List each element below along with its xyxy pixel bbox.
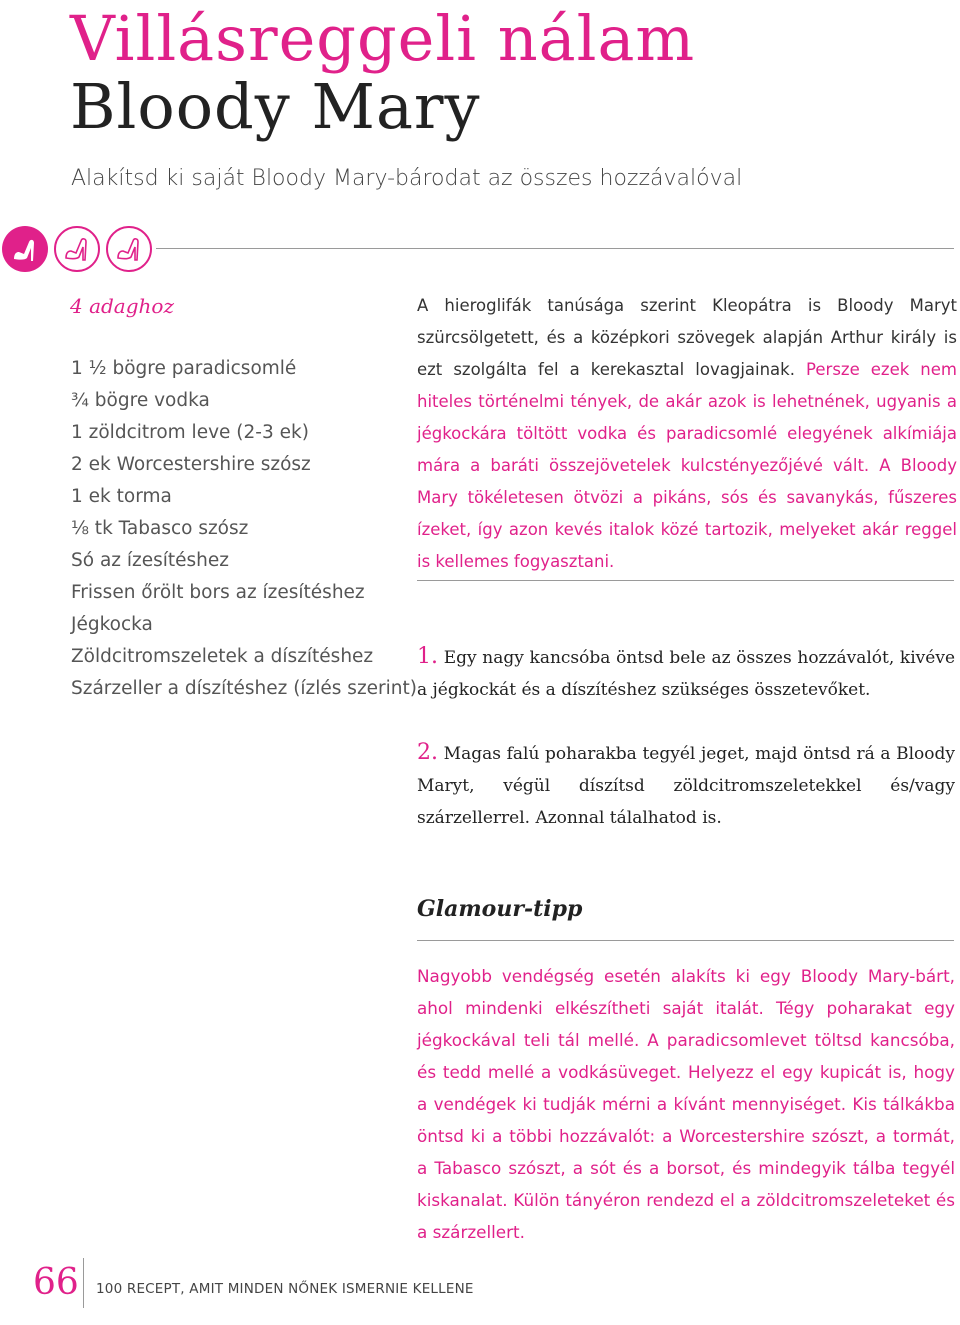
step-number: 1.	[417, 644, 438, 669]
tip-paragraph: Nagyobb vendégség esetén alakíts ki egy Bloody Mary-bárt, ahol mindenki elkészítheti saját italát. Tégy poharakat egy jégkockával teli tál mellé. A paradicsomlevet töltsd kancsóba, és tedd mellé a vodkásüveget. Helyezz el egy kupicát is, hogy a vendégek ki tudják mérni a kívánt mennyiséget. Kis tálkákba öntsd ki a többi hozzávalót: a Worcestershire szószt, a tormát, a Tabasco szószt, a sót és a borsot, és mindegyik tálba tegyél kiskanalat. Külön tányéron rendezd el a zöldcitromszeleteket és a szárzellert.	[417, 966, 955, 1242]
intro-paragraph	[417, 290, 957, 578]
intro-text: A hieroglifák tanúsága szerint Kleopátra is Bloody Maryt szürcsölgetett, és a középkori szövegek alapján Arthur király is ezt szolgálta fel a kerekasztal lovagjainak.	[417, 296, 957, 379]
recipe-subtitle: Alakítsd ki saját Bloody Mary-bárodat az összes hozzávalóval	[71, 166, 743, 191]
ingredient-item: Jégkocka	[71, 614, 153, 635]
ingredient-item: ¾ bögre vodka	[71, 390, 210, 411]
ingredient-item: 2 ek Worcestershire szósz	[71, 454, 311, 475]
step-2	[417, 737, 955, 834]
high-heel-shoe-icon	[106, 226, 152, 272]
intro-text-highlight: Persze ezek nem hiteles történelmi tények, de akár azok is lehetnének, ugyanis a jégkockára töltött vodka és paradicsomlé elegyének alkímiája mára a baráti összejövetelek kulcstényezőjévé vált. A Bloody Mary tökéletesen ötvözi a pikáns, sós és savanykás, fűszeres ízeket, így azon kevés italok közé tartozik, melyeket akár reggel is kellemes fogyasztani.	[417, 360, 957, 571]
high-heel-shoe-icon	[54, 226, 100, 272]
ingredient-item: Zöldcitromszeletek a díszítéshez	[71, 646, 374, 667]
step-1	[417, 641, 955, 706]
divider	[417, 580, 954, 581]
tip-heading: Glamour-tipp	[417, 896, 583, 922]
recipe-title: Bloody Mary	[70, 70, 481, 143]
high-heel-shoe-icon	[2, 226, 48, 272]
ingredient-item: 1 zöldcitrom leve (2-3 ek)	[71, 422, 309, 443]
step-text: Egy nagy kancsóba öntsd bele az összes hozzávalót, kivéve a jégkockát és a díszítéshez szükséges összetevőket.	[417, 648, 955, 700]
ingredient-item: Frissen őrölt bors az ízesítéshez	[71, 582, 365, 603]
footer-divider	[83, 1258, 84, 1308]
ingredient-list	[71, 353, 417, 705]
ingredient-item: Szárzeller a díszítéshez (ízlés szerint)	[71, 678, 417, 699]
servings-label: 4 adaghoz	[70, 294, 174, 318]
ingredient-item: 1 ½ bögre paradicsomlé	[71, 358, 297, 379]
ingredient-item: 1 ek torma	[71, 486, 172, 507]
book-title: 100 RECEPT, AMIT MINDEN NŐNEK ISMERNIE KELLENE	[96, 1281, 474, 1297]
divider	[156, 248, 954, 249]
step-number: 2.	[417, 740, 438, 765]
page-title: Villásreggeli nálam	[70, 2, 696, 75]
page-number: 66	[33, 1262, 79, 1303]
ingredient-item: Só az ízesítéshez	[71, 550, 229, 571]
divider	[417, 940, 954, 941]
ingredient-item: ⅛ tk Tabasco szósz	[71, 518, 249, 539]
step-text: Magas falú poharakba tegyél jeget, majd öntsd rá a Bloody Maryt, végül díszítsd zöldcitromszeletekkel és/vagy szárzellerrel. Azonnal tálalhatod is.	[417, 744, 956, 828]
difficulty-rating	[2, 226, 152, 272]
